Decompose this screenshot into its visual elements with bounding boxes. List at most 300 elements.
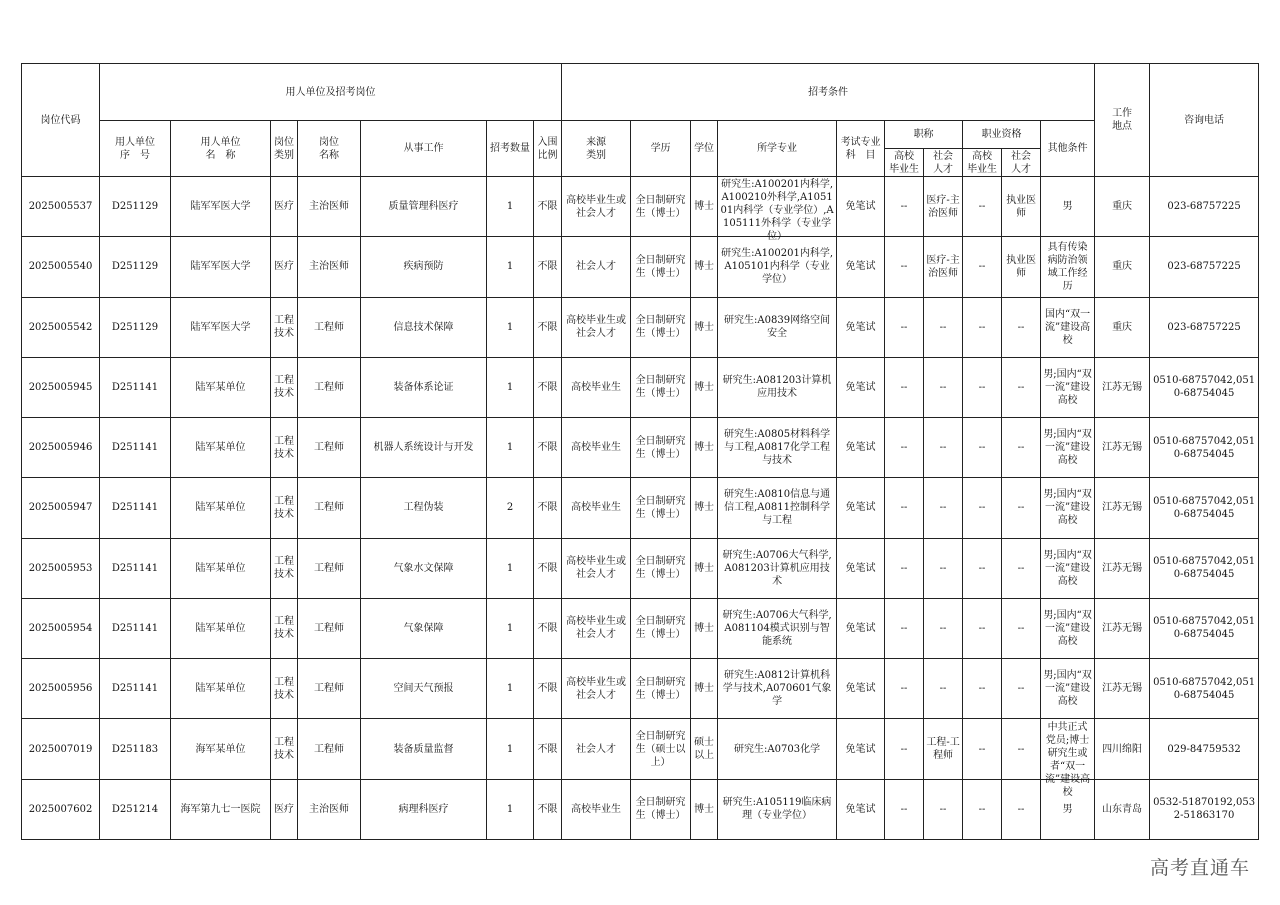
cell-title-grad bbox=[885, 538, 924, 598]
cell-job bbox=[361, 177, 487, 237]
cell-exam bbox=[837, 719, 885, 779]
header-edu: 学历 bbox=[631, 121, 691, 177]
cell-degree bbox=[691, 237, 718, 297]
cell-ratio-text: 不限 bbox=[537, 261, 558, 273]
cell-unit-no-text: D251129 bbox=[111, 261, 159, 273]
cell-post-name-text: 工程师 bbox=[314, 502, 344, 514]
cell-title-grad bbox=[885, 237, 924, 297]
cell-unit-no-text: D251141 bbox=[111, 622, 159, 634]
cell-major-text: 研究生:A100201内科学,A100210外科学,A105101内科学（专业学位）,A105111外科学（专业学位） bbox=[720, 179, 834, 243]
cell-degree-text: 博士 bbox=[694, 622, 715, 634]
cell-work-place bbox=[1095, 237, 1150, 297]
cell-ratio-text: 不限 bbox=[537, 502, 558, 514]
cell-qual-grad bbox=[963, 538, 1002, 598]
cell-qual-social-text: 执业医师 bbox=[1006, 194, 1037, 219]
cell-major bbox=[718, 538, 837, 598]
cell-qual-social bbox=[1002, 779, 1041, 839]
cell-qual-social bbox=[1002, 418, 1041, 478]
cell-title-social-text: -- bbox=[939, 803, 947, 815]
cell-other-text: 男;国内“双一流”建设高校 bbox=[1043, 489, 1092, 527]
cell-work-place-text: 江苏无锡 bbox=[1102, 622, 1143, 634]
cell-post-code-text: 2025005946 bbox=[28, 442, 93, 454]
cell-exam-text: 免笔试 bbox=[845, 502, 876, 514]
cell-source-text: 高校毕业生 bbox=[571, 803, 622, 815]
cell-job bbox=[361, 719, 487, 779]
cell-job bbox=[361, 659, 487, 719]
table-row bbox=[22, 177, 1259, 237]
cell-other-text: 男 bbox=[1062, 803, 1073, 815]
cell-job bbox=[361, 418, 487, 478]
header-title-social: 社会 人才 bbox=[924, 149, 963, 177]
cell-ratio-text: 不限 bbox=[537, 381, 558, 393]
cell-title-grad bbox=[885, 297, 924, 357]
cell-post-name bbox=[298, 297, 361, 357]
table-row bbox=[22, 598, 1259, 658]
cell-title-social-text: -- bbox=[939, 442, 947, 454]
cell-degree bbox=[691, 418, 718, 478]
cell-post-type-text: 工程技术 bbox=[274, 375, 294, 400]
cell-job-text: 气象保障 bbox=[403, 622, 444, 634]
cell-qual-grad-text: -- bbox=[978, 442, 986, 454]
cell-post-type bbox=[271, 659, 298, 719]
header-unit-name: 用人单位 名 称 bbox=[171, 121, 271, 177]
cell-degree bbox=[691, 357, 718, 417]
cell-exam bbox=[837, 237, 885, 297]
cell-work-place-text: 江苏无锡 bbox=[1102, 562, 1143, 574]
cell-work-place bbox=[1095, 177, 1150, 237]
cell-unit-name bbox=[171, 779, 271, 839]
cell-phone-text: 023-68757225 bbox=[1167, 201, 1241, 213]
table-row bbox=[22, 297, 1259, 357]
cell-work-place bbox=[1095, 598, 1150, 658]
cell-other bbox=[1041, 177, 1095, 237]
cell-post-name bbox=[298, 357, 361, 417]
cell-unit-no bbox=[100, 779, 171, 839]
cell-title-social bbox=[924, 538, 963, 598]
cell-source-text: 高校毕业生或社会人才 bbox=[566, 315, 627, 340]
cell-count bbox=[487, 357, 534, 417]
cell-work-place bbox=[1095, 538, 1150, 598]
cell-edu bbox=[631, 357, 691, 417]
cell-ratio bbox=[534, 297, 562, 357]
cell-post-type-text: 工程技术 bbox=[274, 676, 294, 701]
cell-title-grad bbox=[885, 719, 924, 779]
cell-post-name bbox=[298, 418, 361, 478]
cell-qual-grad-text: -- bbox=[978, 622, 986, 634]
table-row bbox=[22, 478, 1259, 538]
cell-unit-no-text: D251129 bbox=[111, 321, 159, 333]
cell-phone bbox=[1150, 478, 1259, 538]
cell-unit-no-text: D251141 bbox=[111, 502, 159, 514]
cell-post-type-text: 医疗 bbox=[274, 201, 294, 213]
header-degree: 学位 bbox=[691, 121, 718, 177]
header-qual-grad: 高校 毕业生 bbox=[963, 149, 1002, 177]
cell-qual-social-text: 执业医师 bbox=[1006, 254, 1037, 279]
cell-post-code-text: 2025005956 bbox=[28, 683, 93, 695]
cell-job-text: 空间天气预报 bbox=[393, 683, 454, 695]
cell-post-type bbox=[271, 538, 298, 598]
cell-post-type bbox=[271, 779, 298, 839]
cell-post-type bbox=[271, 598, 298, 658]
cell-unit-no-text: D251183 bbox=[111, 743, 159, 755]
cell-job-text: 质量管理科医疗 bbox=[388, 201, 459, 213]
cell-degree-text: 博士 bbox=[694, 381, 715, 393]
cell-ratio-text: 不限 bbox=[537, 562, 558, 574]
cell-other-text: 男;国内“双一流”建设高校 bbox=[1043, 549, 1092, 587]
cell-job bbox=[361, 538, 487, 598]
cell-unit-name-text: 陆军某单位 bbox=[195, 442, 246, 454]
cell-post-type bbox=[271, 478, 298, 538]
cell-job-text: 疾病预防 bbox=[403, 261, 444, 273]
cell-ratio-text: 不限 bbox=[537, 622, 558, 634]
cell-post-name bbox=[298, 237, 361, 297]
cell-unit-no-text: D251141 bbox=[111, 562, 159, 574]
cell-exam bbox=[837, 418, 885, 478]
cell-post-name-text: 工程师 bbox=[314, 321, 344, 333]
cell-count bbox=[487, 659, 534, 719]
cell-post-type-text: 医疗 bbox=[274, 803, 294, 815]
cell-ratio bbox=[534, 478, 562, 538]
cell-qual-grad bbox=[963, 719, 1002, 779]
cell-title-social-text: -- bbox=[939, 502, 947, 514]
header-conditions-group: 招考条件 bbox=[562, 64, 1095, 121]
cell-degree-text: 博士 bbox=[694, 562, 715, 574]
header-unit-group: 用人单位及招考岗位 bbox=[100, 64, 562, 121]
cell-phone bbox=[1150, 659, 1259, 719]
cell-qual-social-text: -- bbox=[1017, 803, 1025, 815]
cell-post-code-text: 2025005953 bbox=[28, 562, 93, 574]
cell-job bbox=[361, 297, 487, 357]
cell-title-social bbox=[924, 598, 963, 658]
header-job: 从事工作 bbox=[361, 121, 487, 177]
cell-source bbox=[562, 177, 631, 237]
cell-unit-no-text: D251129 bbox=[111, 201, 159, 213]
header-post-name: 岗位 名称 bbox=[298, 121, 361, 177]
cell-edu bbox=[631, 719, 691, 779]
cell-ratio-text: 不限 bbox=[537, 442, 558, 454]
cell-source bbox=[562, 538, 631, 598]
cell-major bbox=[718, 177, 837, 243]
cell-phone-text: 0532-51870192,0532-51863170 bbox=[1153, 797, 1256, 822]
cell-edu bbox=[631, 177, 691, 237]
cell-post-code-text: 2025007019 bbox=[28, 743, 93, 755]
cell-ratio bbox=[534, 538, 562, 598]
cell-post-type-text: 工程技术 bbox=[274, 556, 294, 581]
cell-degree bbox=[691, 779, 718, 839]
cell-qual-grad bbox=[963, 237, 1002, 297]
cell-source-text: 高校毕业生 bbox=[571, 502, 622, 514]
cell-source bbox=[562, 779, 631, 839]
cell-work-place-text: 江苏无锡 bbox=[1102, 381, 1143, 393]
cell-qual-grad-text: -- bbox=[978, 743, 986, 755]
cell-title-social bbox=[924, 719, 963, 779]
cell-unit-name bbox=[171, 357, 271, 417]
cell-source-text: 高校毕业生或社会人才 bbox=[566, 616, 627, 641]
cell-edu-text: 全日制研究生（博士） bbox=[635, 435, 686, 460]
cell-count-text: 1 bbox=[506, 743, 514, 755]
cell-unit-no bbox=[100, 357, 171, 417]
cell-post-code bbox=[22, 598, 100, 658]
cell-title-social bbox=[924, 297, 963, 357]
cell-source-text: 社会人才 bbox=[576, 261, 617, 273]
cell-degree bbox=[691, 719, 718, 779]
cell-exam bbox=[837, 779, 885, 839]
cell-qual-grad bbox=[963, 659, 1002, 719]
cell-post-type bbox=[271, 237, 298, 297]
cell-qual-social-text: -- bbox=[1017, 683, 1025, 695]
cell-title-grad-text: -- bbox=[900, 442, 908, 454]
cell-other bbox=[1041, 538, 1095, 598]
cell-unit-name bbox=[171, 719, 271, 779]
cell-post-name-text: 主治医师 bbox=[309, 803, 349, 815]
header-qual-group: 职业资格 bbox=[963, 121, 1041, 149]
cell-qual-grad-text: -- bbox=[978, 803, 986, 815]
cell-degree-text: 博士 bbox=[694, 261, 715, 273]
cell-other bbox=[1041, 478, 1095, 538]
cell-major bbox=[718, 237, 837, 297]
cell-post-name-text: 工程师 bbox=[314, 562, 344, 574]
cell-exam-text: 免笔试 bbox=[845, 442, 876, 454]
cell-title-social bbox=[924, 659, 963, 719]
header-source: 来源 类别 bbox=[562, 121, 631, 177]
cell-post-code bbox=[22, 779, 100, 839]
table-body bbox=[22, 177, 1259, 840]
cell-title-grad-text: -- bbox=[900, 261, 908, 273]
cell-phone-text: 0510-68757042,0510-68754045 bbox=[1153, 676, 1256, 701]
cell-qual-social bbox=[1002, 478, 1041, 538]
cell-other-text: 男 bbox=[1062, 201, 1073, 213]
table-row bbox=[22, 779, 1259, 839]
cell-other-text: 男;国内“双一流”建设高校 bbox=[1043, 670, 1092, 708]
cell-source bbox=[562, 418, 631, 478]
cell-post-type-text: 工程技术 bbox=[274, 737, 294, 762]
cell-other-text: 男;国内“双一流”建设高校 bbox=[1043, 609, 1092, 647]
cell-qual-social bbox=[1002, 538, 1041, 598]
cell-source bbox=[562, 719, 631, 779]
cell-count-text: 1 bbox=[506, 683, 514, 695]
header-ratio: 入围 比例 bbox=[534, 121, 562, 177]
cell-degree-text: 博士 bbox=[694, 502, 715, 514]
cell-edu bbox=[631, 538, 691, 598]
cell-job bbox=[361, 779, 487, 839]
cell-ratio bbox=[534, 779, 562, 839]
cell-job-text: 装备体系论证 bbox=[393, 381, 454, 393]
cell-exam bbox=[837, 297, 885, 357]
cell-ratio-text: 不限 bbox=[537, 321, 558, 333]
cell-post-type-text: 医疗 bbox=[274, 261, 294, 273]
cell-work-place bbox=[1095, 719, 1150, 779]
cell-title-grad bbox=[885, 779, 924, 839]
cell-exam-text: 免笔试 bbox=[845, 743, 876, 755]
table-row bbox=[22, 538, 1259, 598]
cell-qual-social bbox=[1002, 598, 1041, 658]
cell-title-social bbox=[924, 478, 963, 538]
cell-post-code-text: 2025005945 bbox=[28, 381, 93, 393]
cell-count-text: 1 bbox=[506, 201, 514, 213]
cell-post-name bbox=[298, 177, 361, 237]
cell-exam-text: 免笔试 bbox=[845, 201, 876, 213]
cell-exam-text: 免笔试 bbox=[845, 261, 876, 273]
cell-degree bbox=[691, 659, 718, 719]
cell-title-social bbox=[924, 177, 963, 237]
cell-ratio bbox=[534, 177, 562, 237]
cell-other-text: 男;国内“双一流”建设高校 bbox=[1043, 429, 1092, 467]
cell-qual-social-text: -- bbox=[1017, 562, 1025, 574]
cell-work-place-text: 重庆 bbox=[1112, 321, 1133, 333]
cell-phone-text: 0510-68757042,0510-68754045 bbox=[1153, 556, 1256, 581]
cell-exam-text: 免笔试 bbox=[845, 622, 876, 634]
cell-other bbox=[1041, 297, 1095, 357]
cell-title-social-text: 医疗-主治医师 bbox=[926, 194, 960, 219]
header-major: 所学专业 bbox=[718, 121, 837, 177]
cell-title-grad bbox=[885, 418, 924, 478]
cell-unit-name-text: 海军第九七一医院 bbox=[180, 803, 261, 815]
cell-phone bbox=[1150, 237, 1259, 297]
cell-count bbox=[487, 719, 534, 779]
header-post-type: 岗位 类别 bbox=[271, 121, 298, 177]
cell-post-code bbox=[22, 478, 100, 538]
cell-ratio bbox=[534, 357, 562, 417]
cell-title-social-text: -- bbox=[939, 683, 947, 695]
cell-post-type bbox=[271, 719, 298, 779]
cell-post-code-text: 2025005954 bbox=[28, 622, 93, 634]
cell-ratio-text: 不限 bbox=[537, 201, 558, 213]
cell-work-place-text: 山东青岛 bbox=[1102, 803, 1143, 815]
cell-title-grad-text: -- bbox=[900, 683, 908, 695]
cell-title-social bbox=[924, 418, 963, 478]
cell-edu bbox=[631, 297, 691, 357]
cell-phone bbox=[1150, 357, 1259, 417]
recruitment-table bbox=[21, 63, 1259, 840]
cell-unit-name-text: 陆军军医大学 bbox=[190, 261, 251, 273]
cell-edu bbox=[631, 598, 691, 658]
cell-phone bbox=[1150, 719, 1259, 779]
cell-qual-social bbox=[1002, 297, 1041, 357]
cell-job bbox=[361, 598, 487, 658]
cell-edu-text: 全日制研究生（博士） bbox=[635, 616, 686, 641]
cell-exam bbox=[837, 598, 885, 658]
cell-title-grad-text: -- bbox=[900, 321, 908, 333]
cell-job-text: 机器人系统设计与开发 bbox=[373, 442, 474, 454]
cell-qual-grad bbox=[963, 357, 1002, 417]
cell-post-code-text: 2025005542 bbox=[28, 321, 93, 333]
cell-degree-text: 博士 bbox=[694, 442, 715, 454]
cell-post-name-text: 主治医师 bbox=[309, 201, 349, 213]
cell-source-text: 高校毕业生 bbox=[571, 442, 622, 454]
cell-job-text: 装备质量监督 bbox=[393, 743, 454, 755]
cell-phone bbox=[1150, 177, 1259, 237]
cell-other bbox=[1041, 418, 1095, 478]
cell-unit-no-text: D251214 bbox=[111, 803, 159, 815]
cell-unit-name bbox=[171, 659, 271, 719]
cell-unit-no-text: D251141 bbox=[111, 683, 159, 695]
cell-title-social-text: -- bbox=[939, 562, 947, 574]
cell-phone-text: 0510-68757042,0510-68754045 bbox=[1153, 495, 1256, 520]
cell-unit-no bbox=[100, 478, 171, 538]
cell-edu-text: 全日制研究生（博士） bbox=[635, 194, 686, 219]
cell-edu bbox=[631, 237, 691, 297]
cell-title-social-text: -- bbox=[939, 622, 947, 634]
table-row bbox=[22, 357, 1259, 417]
cell-source bbox=[562, 478, 631, 538]
cell-major bbox=[718, 297, 837, 357]
cell-title-grad bbox=[885, 478, 924, 538]
cell-post-type bbox=[271, 418, 298, 478]
cell-post-type-text: 工程技术 bbox=[274, 616, 294, 641]
cell-post-type-text: 工程技术 bbox=[274, 495, 294, 520]
cell-post-code-text: 2025005947 bbox=[28, 502, 93, 514]
cell-unit-no bbox=[100, 237, 171, 297]
cell-post-name-text: 工程师 bbox=[314, 743, 344, 755]
cell-unit-no bbox=[100, 598, 171, 658]
header-title-grad: 高校 毕业生 bbox=[885, 149, 924, 177]
cell-edu-text: 全日制研究生（博士） bbox=[635, 375, 686, 400]
cell-work-place bbox=[1095, 418, 1150, 478]
cell-ratio bbox=[534, 237, 562, 297]
cell-count bbox=[487, 418, 534, 478]
cell-source bbox=[562, 659, 631, 719]
cell-qual-social-text: -- bbox=[1017, 321, 1025, 333]
cell-qual-grad-text: -- bbox=[978, 683, 986, 695]
cell-count bbox=[487, 237, 534, 297]
cell-unit-name bbox=[171, 237, 271, 297]
cell-degree-text: 博士 bbox=[694, 201, 715, 213]
cell-job-text: 气象水文保障 bbox=[393, 562, 454, 574]
cell-post-name bbox=[298, 719, 361, 779]
cell-count bbox=[487, 297, 534, 357]
cell-work-place bbox=[1095, 297, 1150, 357]
cell-unit-no-text: D251141 bbox=[111, 442, 159, 454]
cell-exam-text: 免笔试 bbox=[845, 562, 876, 574]
cell-count bbox=[487, 538, 534, 598]
cell-exam bbox=[837, 478, 885, 538]
cell-qual-grad-text: -- bbox=[978, 201, 986, 213]
cell-work-place bbox=[1095, 478, 1150, 538]
cell-count-text: 1 bbox=[506, 442, 514, 454]
cell-post-code bbox=[22, 357, 100, 417]
cell-post-type bbox=[271, 297, 298, 357]
cell-count-text: 1 bbox=[506, 622, 514, 634]
cell-exam bbox=[837, 357, 885, 417]
cell-qual-social bbox=[1002, 719, 1041, 779]
cell-post-type bbox=[271, 357, 298, 417]
cell-major bbox=[718, 418, 837, 478]
cell-count bbox=[487, 598, 534, 658]
cell-major-text: 研究生:A0839网络空间安全 bbox=[724, 315, 831, 340]
cell-major bbox=[718, 357, 837, 417]
cell-post-code bbox=[22, 237, 100, 297]
cell-degree bbox=[691, 538, 718, 598]
cell-edu bbox=[631, 418, 691, 478]
cell-unit-name bbox=[171, 598, 271, 658]
cell-qual-social bbox=[1002, 659, 1041, 719]
cell-major-text: 研究生:A0810信息与通信工程,A0811控制科学与工程 bbox=[724, 489, 831, 527]
cell-edu-text: 全日制研究生（博士） bbox=[635, 495, 686, 520]
cell-source-text: 社会人才 bbox=[576, 743, 617, 755]
cell-title-grad bbox=[885, 598, 924, 658]
table-row bbox=[22, 237, 1259, 297]
cell-unit-name-text: 陆军某单位 bbox=[195, 683, 246, 695]
cell-unit-name bbox=[171, 478, 271, 538]
cell-count bbox=[487, 779, 534, 839]
cell-title-social-text: 工程-工程师 bbox=[926, 737, 960, 762]
cell-post-code-text: 2025005537 bbox=[28, 201, 93, 213]
cell-qual-grad-text: -- bbox=[978, 321, 986, 333]
cell-title-grad-text: -- bbox=[900, 622, 908, 634]
cell-job bbox=[361, 237, 487, 297]
cell-unit-name-text: 陆军某单位 bbox=[195, 562, 246, 574]
cell-degree bbox=[691, 478, 718, 538]
